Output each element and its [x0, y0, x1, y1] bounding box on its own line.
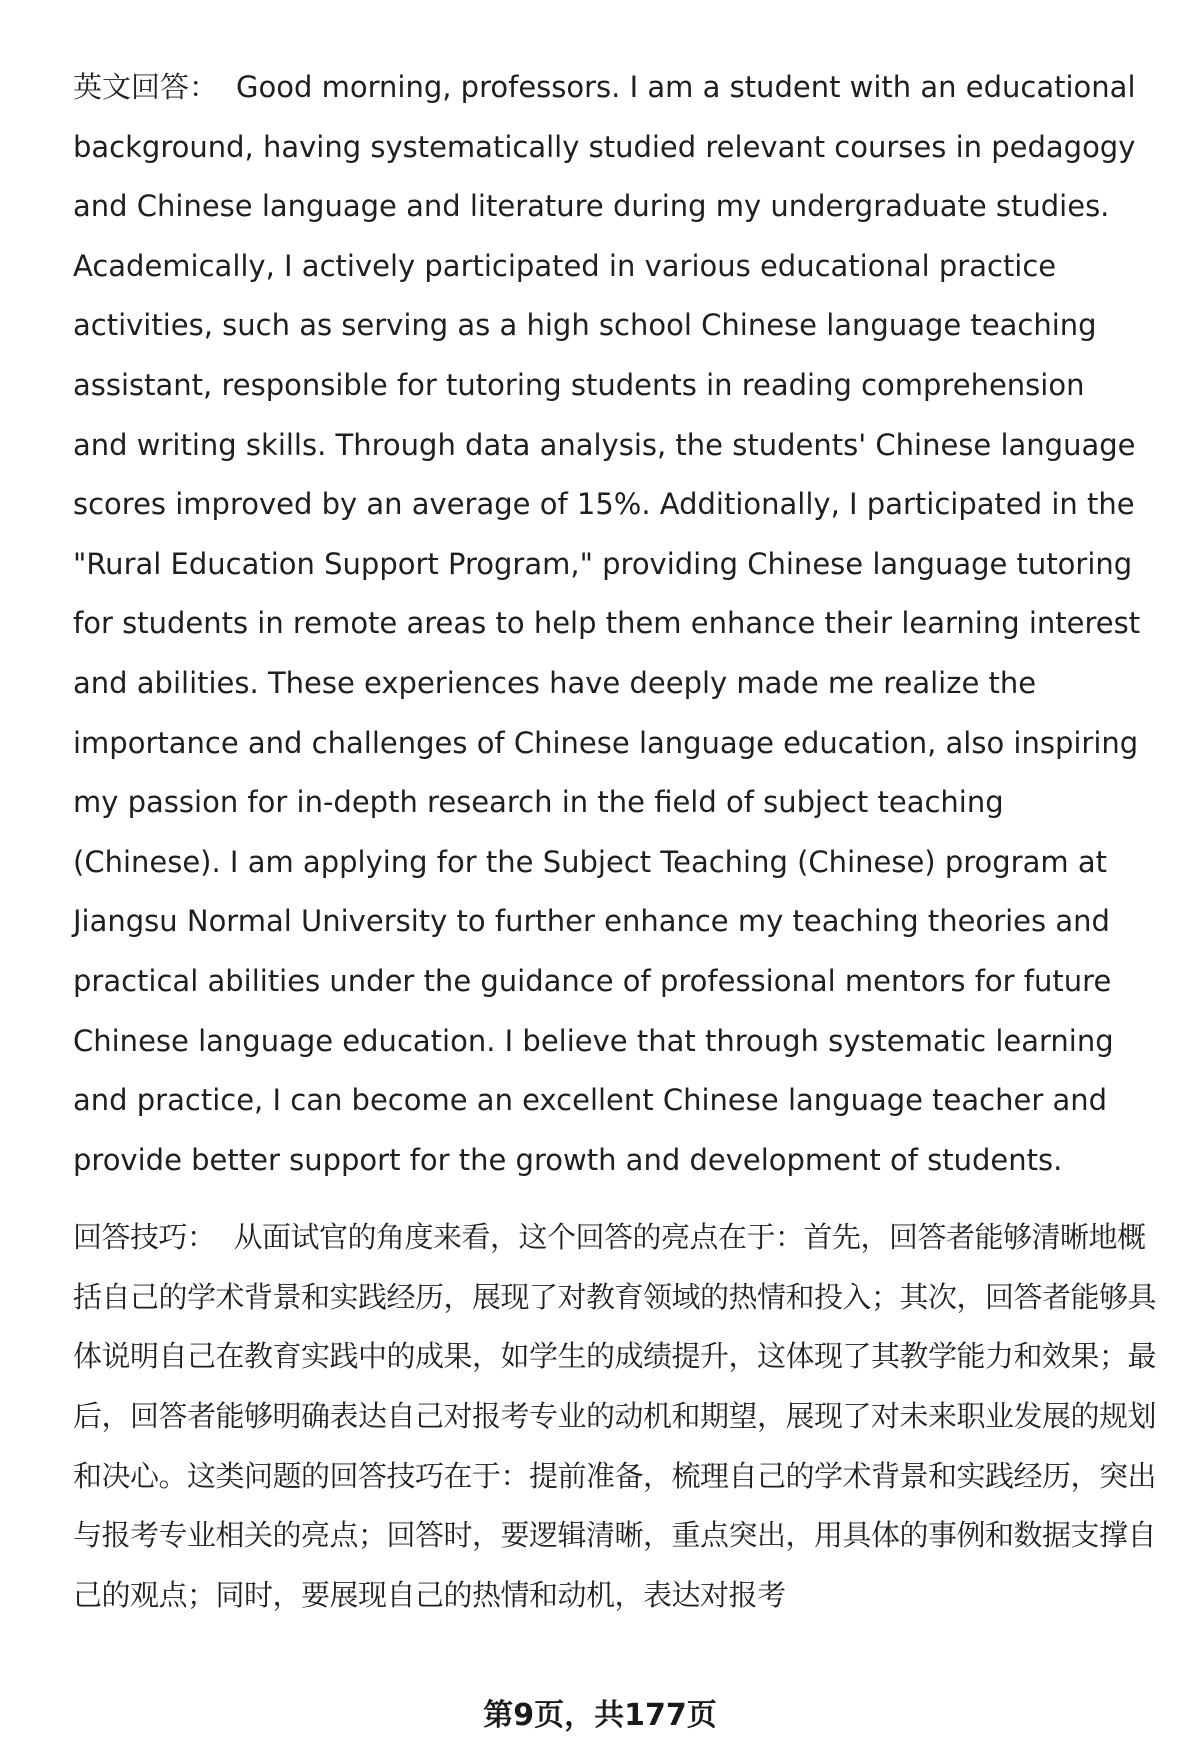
english-answer-paragraph	[73, 58, 1148, 1190]
document-page	[73, 58, 1158, 1625]
english-answer-label: 英文回答：	[73, 70, 219, 104]
answer-tips-label: 回答技巧：	[73, 1220, 216, 1255]
answer-tips-text: 从面试官的角度来看，这个回答的亮点在于：首先，回答者能够清晰地概括自己的学术背景和实践经历，展现了对教育领域的热情和投入；其次，回答者能够具体说明自己在教育实践中的成果，如学生的成绩提升，这体现了其教学能力和效果；最后，回答者能够明确表达自己对报考专业的动机和期望，展现了对未来职业发展的规划和决心。这类问题的回答技巧在于：提前准备，梳理自己的学术背景和实践经历，突出与报考专业相关的亮点；回答时，要逻辑清晰，重点突出，用具体的事例和数据支撑自己的观点；同时，要展现自己的热情和动机，表达对报考	[73, 1220, 1157, 1612]
page-indicator: 第9页，共177页	[483, 1698, 717, 1733]
answer-tips-paragraph	[73, 1208, 1163, 1625]
english-answer-text: Good morning, professors. I am a student with an educational background, having systematically studied relevant courses in pedagogy and Chinese language and literature during my undergraduate studies. Academically, I actively participated in various educational practice activities, such as serving as a high school Chinese language teaching assistant, responsible for tutoring students in reading comprehension and writing skills. Through data analysis, the students' Chinese language scores improved by an average of 15%. Additionally, I participated in the "Rural Education Support Program," providing Chinese language tutoring for students in remote areas to help them enhance their learning interest and abilities. These experiences have deeply made me realize the importance and challenges of Chinese language education, also inspiring my passion for in-depth research in the field of subject teaching (Chinese). I am applying for the Subject Teaching (Chinese) program at Jiangsu Normal University to further enhance my teaching theories and practical abilities under the guidance of professional mentors for future Chinese language education. I believe that through systematic learning and practice, I can become an excellent Chinese language teacher and provide better support for the growth and development of students.	[73, 70, 1141, 1177]
